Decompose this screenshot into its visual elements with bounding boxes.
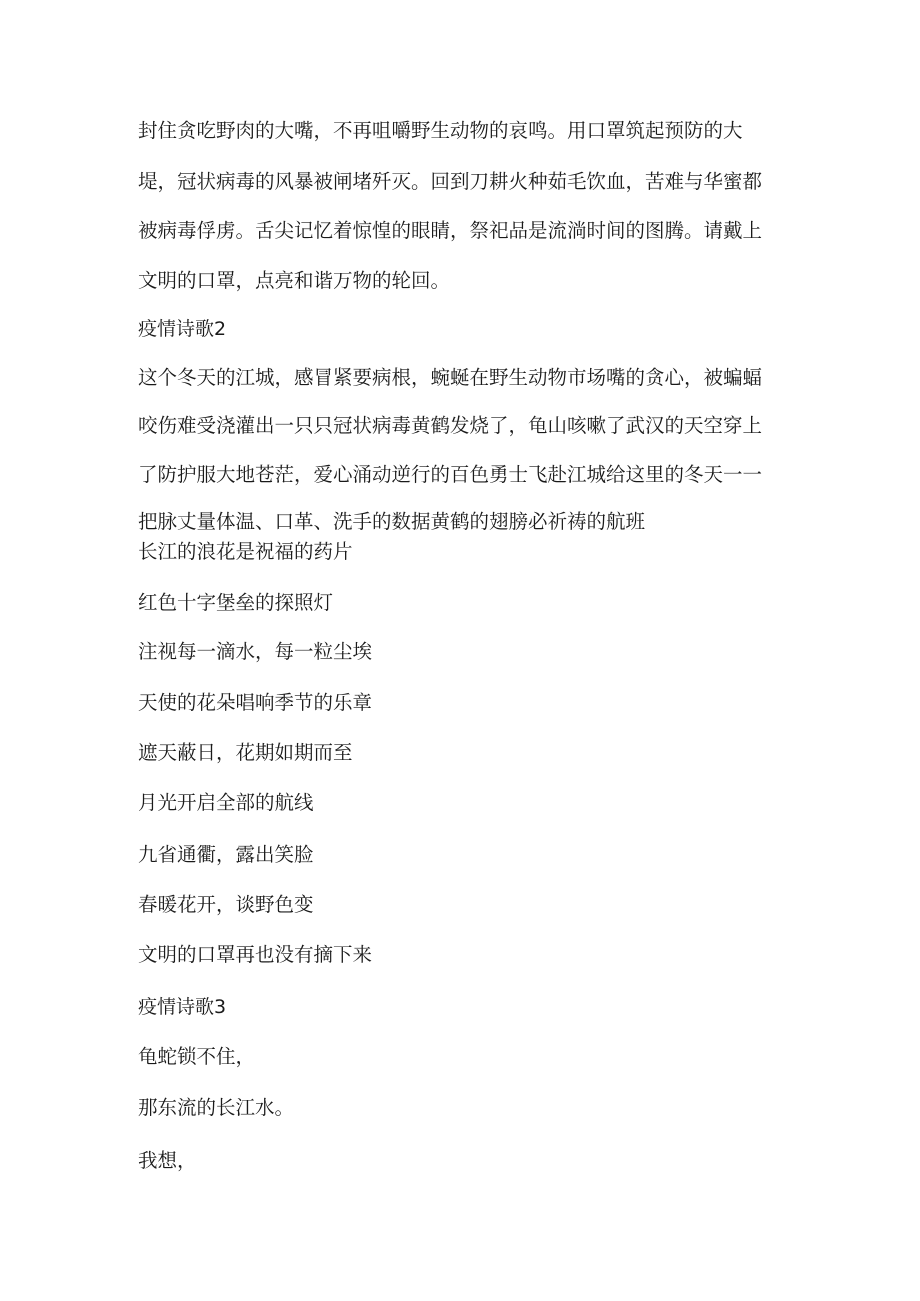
poem-line: 长江的浪花是祝福的药片	[138, 540, 353, 563]
poem-line: 注视每一滴水，每一粒尘埃	[138, 640, 373, 663]
poem-line: 龟蛇锁不住，	[138, 1045, 256, 1068]
paragraph-line: 被病毒俘虏。舌尖记忆着惊惶的眼睛，祭祀品是流淌时间的图腾。请戴上	[138, 219, 763, 242]
poem-line: 我想，	[138, 1149, 197, 1172]
paragraph-line: 把脉丈量体温、口革、洗手的数据黄鹤的翅膀必祈祷的航班	[138, 510, 646, 533]
paragraph-line: 咬伤难受浇灌出一只只冠状病毒黄鹤发烧了，龟山咳嗽了武汉的天空穿上	[138, 414, 763, 437]
poem-line: 春暖花开，谈野色变	[138, 893, 314, 916]
poem-line: 天使的花朵唱响季节的乐章	[138, 691, 373, 714]
poem-line: 九省通衢，露出笑脸	[138, 843, 314, 866]
poem-line: 月光开启全部的航线	[138, 791, 314, 814]
paragraph-line: 了防护服大地苍茫，爱心涌动逆行的百色勇士飞赴江城给这里的冬天一一	[138, 463, 763, 486]
paragraph-line: 这个冬天的江城，感冒紧要病根，蜿蜒在野生动物市场嘴的贪心，被蝙蝠	[138, 366, 763, 389]
poem-line: 那东流的长江水。	[138, 1096, 295, 1119]
section-heading-3: 疫情诗歌3	[138, 996, 227, 1018]
poem-line: 文明的口罩再也没有摘下来	[138, 943, 373, 966]
poem-line: 红色十字堡垒的探照灯	[138, 591, 334, 614]
paragraph-line: 封住贪吃野肉的大嘴，不再咀嚼野生动物的哀鸣。用口罩筑起预防的大	[138, 119, 743, 142]
paragraph-line: 文明的口罩，点亮和谐万物的轮回。	[138, 269, 451, 292]
poem-line: 遮天蔽日，花期如期而至	[138, 741, 353, 764]
section-heading-2: 疫情诗歌2	[138, 318, 227, 340]
paragraph-line: 堤，冠状病毒的风暴被闸堵歼灭。回到刀耕火种茹毛饮血，苦难与华蜜都	[138, 170, 763, 193]
